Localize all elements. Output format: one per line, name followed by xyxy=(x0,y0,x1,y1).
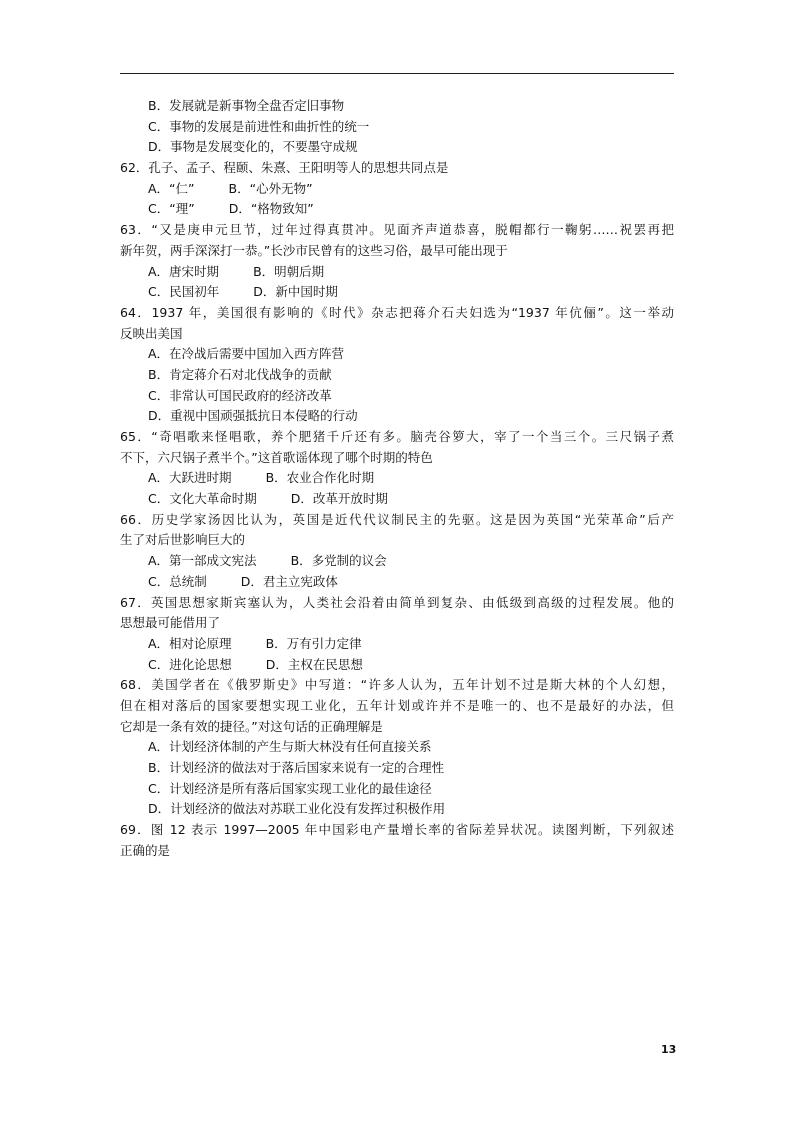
answer-option: D．事物是发展变化的，不要墨守成规 xyxy=(148,139,358,155)
answer-option-line xyxy=(120,262,674,283)
question-text-line: 69．图 12 表示 1997—2005 年中国彩电产量增长率的省际差异状况。读图判断，下列叙述 xyxy=(120,822,674,838)
answer-option: C．事物的发展是前进性和曲折性的统一 xyxy=(148,118,370,134)
answer-option: A．大跃进时期 xyxy=(148,470,232,486)
answer-option: C．民国初年 xyxy=(148,284,220,300)
answer-option: A．唐宋时期 xyxy=(148,263,220,279)
answer-option-line xyxy=(120,386,674,407)
question-text-line: 但在相对落后的国家要想实现工业化，五年计划或许并不是唯一的、也不是最好的办法，但 xyxy=(120,697,674,713)
question-text-line: 反映出美国 xyxy=(120,325,183,341)
answer-option: D．新中国时期 xyxy=(253,284,338,300)
answer-option-line xyxy=(120,406,674,427)
answer-option: B．多党制的议会 xyxy=(290,553,387,569)
answer-option-line xyxy=(120,96,674,117)
question-text-line: 它却是一条有效的捷径。”对这句话的正确理解是 xyxy=(120,718,383,734)
answer-option-line xyxy=(120,655,674,676)
question-text-line: 66．历史学家汤因比认为，英国是近代代议制民主的先驱。这是因为英国“光荣革命”后产 xyxy=(120,511,674,527)
answer-option: C．总统制 xyxy=(148,573,207,589)
header-rule xyxy=(120,73,674,74)
question-text-line: 62．孔子、孟子、程颐、朱熹、王阳明等人的思想共同点是 xyxy=(120,160,449,176)
answer-option: D．君主立宪政体 xyxy=(240,573,338,589)
page-number: 13 xyxy=(661,1043,677,1056)
answer-option-line xyxy=(120,344,674,365)
answer-option: B．肯定蒋介石对北伐战争的贡献 xyxy=(148,366,332,382)
answer-option: B．计划经济的做法对于落后国家来说有一定的合理性 xyxy=(148,760,445,775)
answer-option-line xyxy=(120,117,674,138)
answer-option: C．文化大革命时期 xyxy=(148,491,257,507)
question-text-line: 正确的是 xyxy=(120,842,171,858)
question-text-line: 65．“奇唱歌来怪唱歌，养个肥猪千斤还有多。脑壳谷箩大，宰了一个当三个。三尺锅子煮 xyxy=(120,429,674,444)
answer-option: D．计划经济的做法对苏联工业化没有发挥过积极作用 xyxy=(148,801,446,817)
answer-option: C．“理” xyxy=(148,201,195,217)
question-text-line: 思想最可能借用了 xyxy=(120,615,221,631)
answer-option: D．主权在民思想 xyxy=(265,656,363,672)
question-text-line: 新年贺，两手深深打一恭。”长沙市民曾有的这些习俗，最早可能出现于 xyxy=(120,242,508,258)
answer-option: C．计划经济是所有落后国家实现工业化的最佳途径 xyxy=(148,780,432,796)
answer-option-line xyxy=(120,634,674,655)
answer-option: D．改革开放时期 xyxy=(290,491,388,507)
answer-option: A．计划经济体制的产生与斯大林没有任何直接关系 xyxy=(148,739,432,755)
question-text-line: 67．英国思想家斯宾塞认为，人类社会沿着由简单到复杂、由低级到高级的过程发展。他的 xyxy=(120,594,674,610)
answer-option-line xyxy=(120,137,674,158)
answer-option: D．重视中国顽强抵抗日本侵略的行动 xyxy=(148,408,358,424)
answer-option: B．“心外无物” xyxy=(228,180,313,196)
answer-option: D．“格物致知” xyxy=(228,201,314,217)
answer-option: A．在冷战后需要中国加入西方阵营 xyxy=(148,346,345,362)
answer-option: B．明朝后期 xyxy=(253,263,325,279)
answer-option: C．进化论思想 xyxy=(148,656,232,672)
answer-option-line xyxy=(120,365,674,386)
question-text-line: 不下，六尺锅子煮半个。”这首歌谣体现了哪个时期的特色 xyxy=(120,449,433,465)
answer-option: B．万有引力定律 xyxy=(265,635,362,651)
answer-option-line xyxy=(120,282,674,303)
answer-option: A．第一部成文宪法 xyxy=(148,553,257,569)
page-body xyxy=(120,96,674,861)
answer-option-line xyxy=(120,572,674,593)
question-text-line: 生了对后世影响巨大的 xyxy=(120,532,246,548)
answer-option: B．发展就是新事物全盘否定旧事物 xyxy=(148,98,345,113)
answer-option: A．相对论原理 xyxy=(148,635,232,651)
answer-option: A．“仁” xyxy=(148,180,195,196)
question-text-line: 64．1937 年，美国很有影响的《时代》杂志把蒋介石夫妇选为“1937 年伉俪”。这一举动 xyxy=(120,304,674,320)
answer-option-line xyxy=(120,551,674,572)
answer-option-line xyxy=(120,468,674,489)
answer-option-line xyxy=(120,199,674,220)
answer-option-line xyxy=(120,779,674,800)
answer-option: C．非常认可国民政府的经济改革 xyxy=(148,387,332,403)
question-text-line: 63．“又是庚申元旦节，过年过得真贯冲。见面齐声道恭喜，脱帽都行一鞠躬……祝罢再把 xyxy=(120,222,674,238)
answer-option: B．农业合作化时期 xyxy=(265,470,375,486)
question-text-line: 68．美国学者在《俄罗斯史》中写道：“许多人认为，五年计划不过是斯大林的个人幻想， xyxy=(120,677,674,693)
answer-option-line xyxy=(120,179,674,200)
answer-option-line xyxy=(120,489,674,510)
answer-option-line xyxy=(120,758,674,779)
answer-option-line xyxy=(120,737,674,758)
answer-option-line xyxy=(120,799,674,820)
